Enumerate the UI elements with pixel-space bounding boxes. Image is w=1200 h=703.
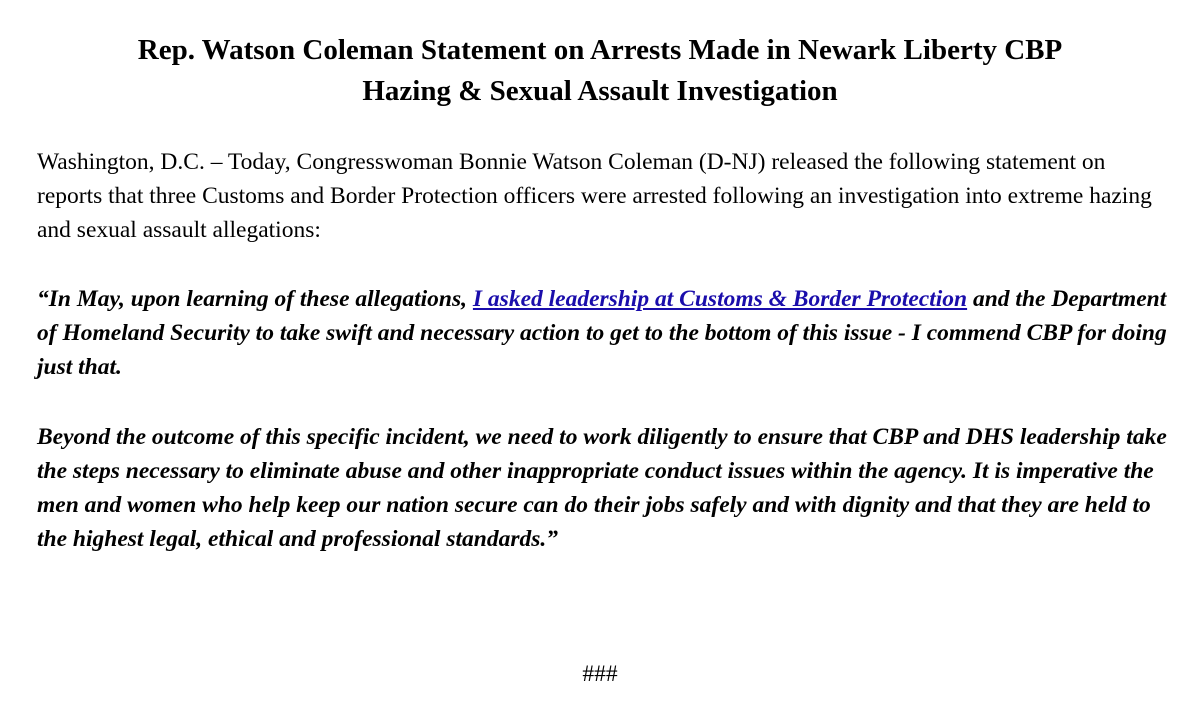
cbp-leadership-link[interactable]: I asked leadership at Customs & Border Protection (472, 286, 968, 312)
title-line-1: Rep. Watson Coleman Statement on Arrests Made in Newark Liberty CBP (137, 34, 1063, 66)
quote1-text-before: “In May, upon learning of these allegations, (37, 286, 473, 312)
title-line-2: Hazing & Sexual Assault Investigation (362, 75, 838, 107)
document-title (20, 30, 1180, 112)
intro-paragraph: Washington, D.C. – Today, Congresswoman Bonnie Watson Coleman (D-NJ) released the following statement on reports that three Customs and Border Protection officers were arrested following an investigation into extreme hazing and sexual assault allegations: (37, 149, 1152, 243)
quote1-text-after: and the Department of Homeland Security to take swift and necessary action to get to the bottom of this issue - I commend CBP for doing just that. (37, 286, 1167, 380)
quote-paragraph-2: Beyond the outcome of this specific incident, we need to work diligently to ensure that CBP and DHS leadership take the steps necessary to eliminate abuse and other inappropriate conduct issues within the agency. It is imperative the men and women who help keep our nation secure can do their jobs safely and with dignity and that they are held to the highest legal, ethical and professional standards.” (37, 424, 1167, 552)
end-mark: ### (582, 661, 618, 687)
quote-paragraph-1 (37, 282, 1177, 384)
